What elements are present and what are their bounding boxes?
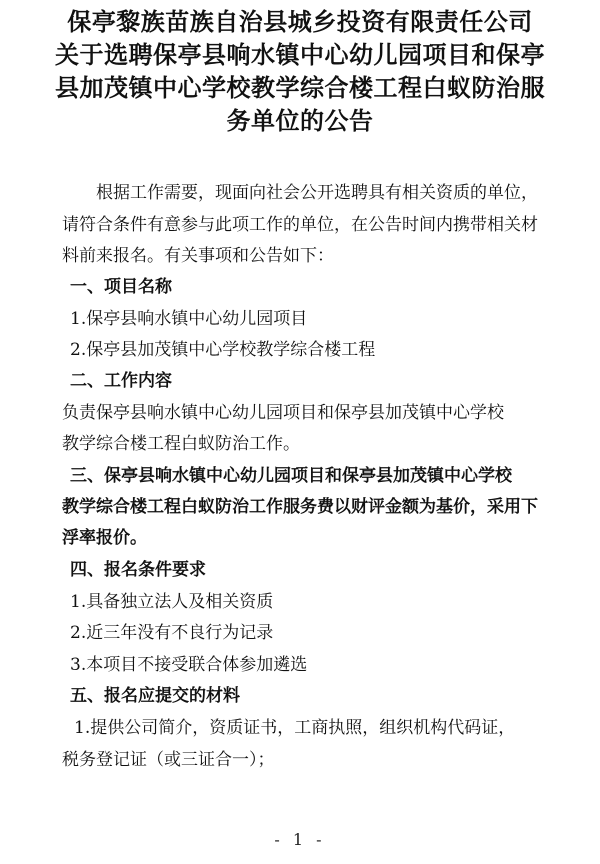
section3-line-1: 三、保亭县响水镇中心幼儿园项目和保亭县加茂镇中心学校	[70, 466, 512, 486]
section3-line-3: 浮率报价。	[62, 528, 147, 548]
section4-item-2: 2.近三年没有不良行为记录	[70, 623, 274, 643]
section1-heading: 一、项目名称	[70, 277, 172, 297]
document-title	[40, 6, 560, 138]
section5-line-1: 1.提供公司简介，资质证书，工商执照，组织机构代码证，	[74, 718, 516, 738]
page-number: - 1 -	[274, 830, 326, 849]
section1-item-2: 2.保亭县加茂镇中心学校教学综合楼工程	[70, 340, 376, 360]
section3-line-2: 教学综合楼工程白蚁防治工作服务费以财评金额为基价，采用下	[62, 497, 538, 517]
section5-heading: 五、报名应提交的材料	[70, 686, 240, 706]
intro-line-2: 请符合条件有意参与此项工作的单位，在公告时间内携带相关材	[62, 215, 538, 235]
section2-line-1: 负责保亭县响水镇中心幼儿园项目和保亭县加茂镇中心学校	[62, 403, 504, 423]
intro-line-3: 料前来报名。有关事项和公告如下：	[62, 246, 334, 266]
section4-item-1: 1.具备独立法人及相关资质	[70, 592, 274, 612]
title-line-1: 保亭黎族苗族自治县城乡投资有限责任公司	[67, 8, 533, 36]
section1-item-1: 1.保亭县响水镇中心幼儿园项目	[70, 309, 308, 329]
section4-item-3: 3.本项目不接受联合体参加遴选	[70, 655, 308, 675]
section4-heading: 四、报名条件要求	[70, 560, 206, 580]
title-line-2: 关于选聘保亭县响水镇中心幼儿园项目和保亭	[55, 41, 545, 69]
title-line-4: 务单位的公告	[226, 107, 374, 135]
title-line-3: 县加茂镇中心学校教学综合楼工程白蚁防治服	[55, 74, 545, 102]
intro-line-1: 根据工作需要，现面向社会公开选聘具有相关资质的单位，	[96, 183, 538, 203]
section2-heading: 二、工作内容	[70, 371, 172, 391]
section2-line-2: 教学综合楼工程白蚁防治工作。	[62, 434, 300, 454]
section5-line-2: 税务登记证（或三证合一）；	[62, 750, 275, 770]
